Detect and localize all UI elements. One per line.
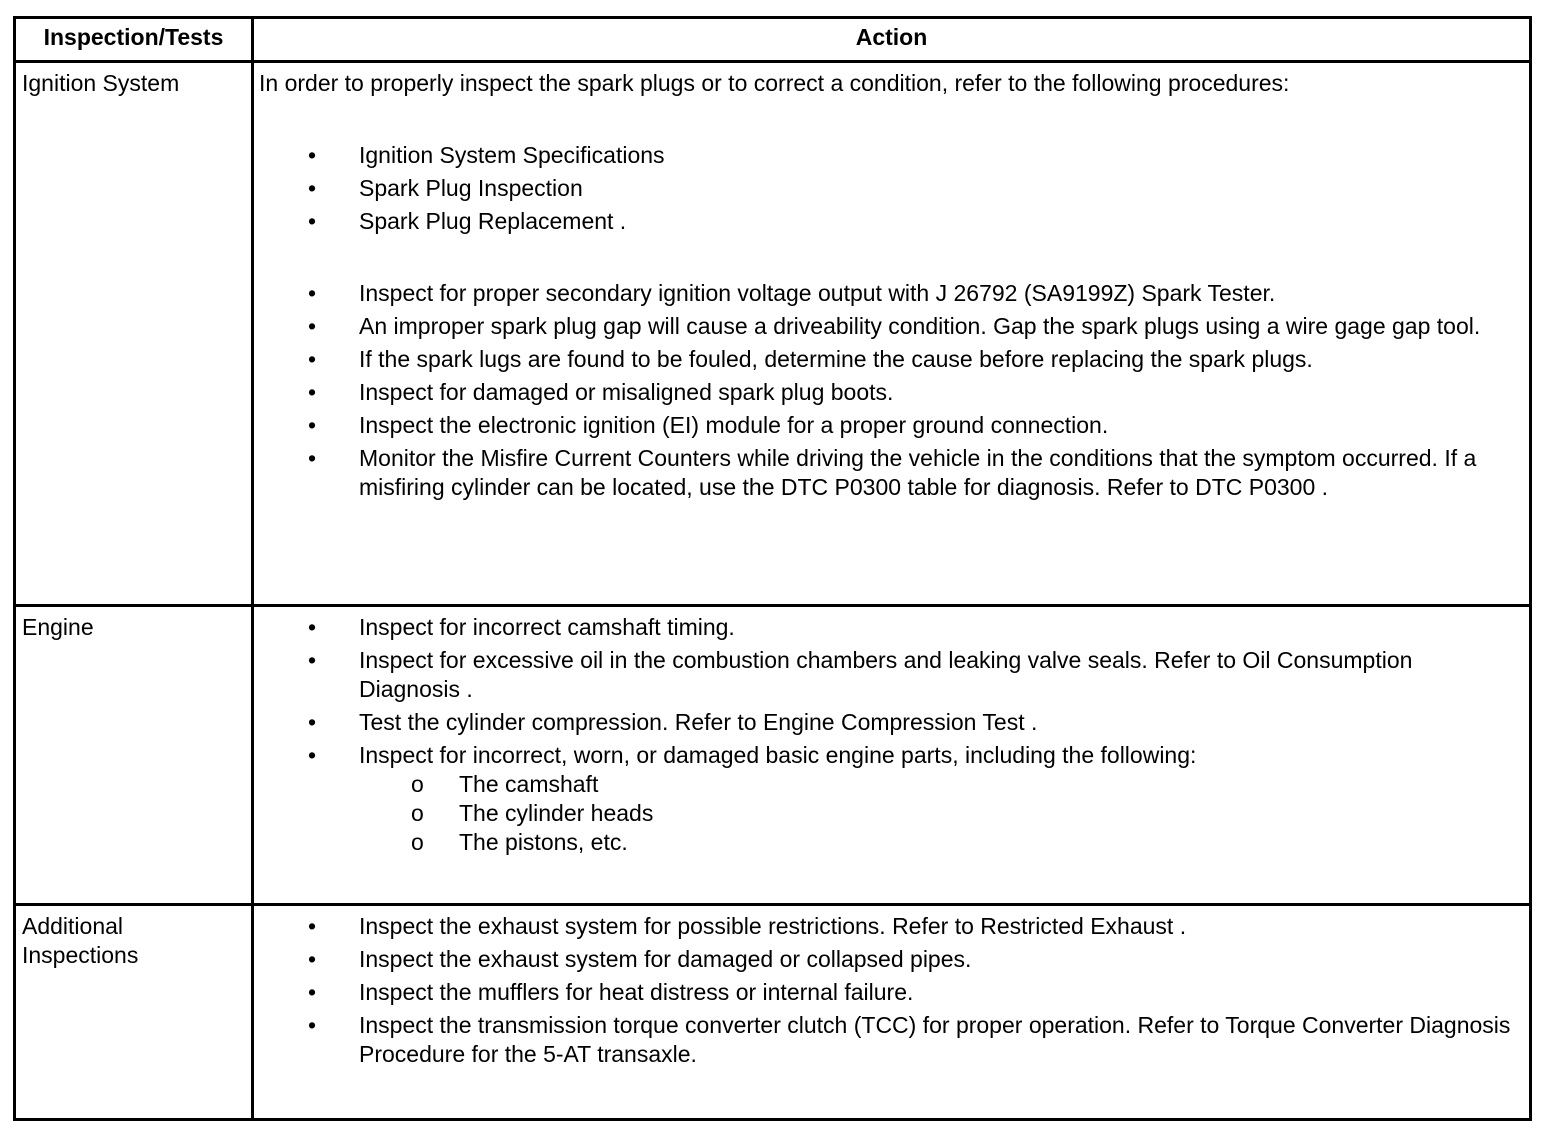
row-label: Engine bbox=[22, 614, 94, 640]
circle-bullet-icon: o bbox=[411, 800, 424, 826]
bullet-icon: • bbox=[308, 313, 317, 339]
list-item bbox=[259, 1011, 1511, 1069]
list-item bbox=[259, 444, 1511, 502]
intro-text: In order to properly inspect the spark plugs or to correct a condition, refer to the following procedures: bbox=[259, 70, 1290, 96]
bullet-icon: • bbox=[308, 979, 317, 1005]
list-item-text: Inspect the mufflers for heat distress or internal failure. bbox=[359, 979, 914, 1005]
list-item bbox=[259, 411, 1511, 440]
list-item bbox=[259, 141, 1511, 170]
list-item bbox=[259, 613, 1511, 642]
list-item-text: Ignition System Specifications bbox=[359, 142, 665, 168]
list-item-text: Inspect the electronic ignition (EI) module for a proper ground connection. bbox=[359, 412, 1109, 438]
list-item-text: Inspect the exhaust system for damaged or collapsed pipes. bbox=[359, 946, 972, 972]
list-item-text: Inspect the exhaust system for possible restrictions. Refer to Restricted Exhaust . bbox=[359, 913, 1187, 939]
list-item bbox=[259, 741, 1511, 857]
inspection-list bbox=[259, 279, 1511, 502]
list-item-text: Monitor the Misfire Current Counters while driving the vehicle in the conditions that the symptom occurred. If a misfiring cylinder can be located, use the DTC P0300 table for diagnosis. Refer to DTC P0300 . bbox=[359, 445, 1477, 500]
header-action: Action bbox=[253, 18, 1531, 62]
inspection-table bbox=[13, 16, 1532, 1121]
circle-bullet-icon: o bbox=[411, 829, 424, 855]
bullet-icon: • bbox=[308, 346, 317, 372]
list-item bbox=[259, 345, 1511, 374]
bullet-icon: • bbox=[308, 379, 317, 405]
action-cell bbox=[253, 606, 1531, 905]
sub-list-item bbox=[359, 828, 1511, 857]
list-item bbox=[259, 279, 1511, 308]
bullet-icon: • bbox=[308, 445, 317, 471]
sub-list bbox=[359, 770, 1511, 857]
list-item bbox=[259, 708, 1511, 737]
list-item bbox=[259, 912, 1511, 941]
bullet-icon: • bbox=[308, 742, 317, 768]
list-item-text: Test the cylinder compression. Refer to Engine Compression Test . bbox=[359, 709, 1038, 735]
inspection-list bbox=[259, 912, 1511, 1069]
list-item-text: An improper spark plug gap will cause a driveability condition. Gap the spark plugs using a wire gage gap tool. bbox=[359, 313, 1481, 339]
bullet-icon: • bbox=[308, 647, 317, 673]
bullet-icon: • bbox=[308, 946, 317, 972]
list-item-text: Inspect for proper secondary ignition voltage output with J 26792 (SA9199Z) Spark Tester. bbox=[359, 280, 1276, 306]
list-item bbox=[259, 646, 1511, 704]
header-inspection-tests: Inspection/Tests bbox=[15, 18, 253, 62]
action-cell bbox=[253, 62, 1531, 606]
table-row-engine bbox=[15, 606, 1531, 905]
sub-list-item-text: The cylinder heads bbox=[459, 800, 654, 826]
row-label-cell bbox=[15, 905, 253, 1120]
list-item-text: Inspect for incorrect camshaft timing. bbox=[359, 614, 735, 640]
list-item-text: If the spark lugs are found to be fouled, determine the cause before replacing the spark plugs. bbox=[359, 346, 1313, 372]
list-item bbox=[259, 378, 1511, 407]
bullet-icon: • bbox=[308, 175, 317, 201]
sub-list-item-text: The pistons, etc. bbox=[459, 829, 628, 855]
row-label-cell bbox=[15, 62, 253, 606]
circle-bullet-icon: o bbox=[411, 771, 424, 797]
bullet-icon: • bbox=[308, 280, 317, 306]
sub-list-item-text: The camshaft bbox=[459, 771, 599, 797]
list-item bbox=[259, 945, 1511, 974]
table-row-additional-inspections bbox=[15, 905, 1531, 1120]
list-item-text: Inspect for damaged or misaligned spark plug boots. bbox=[359, 379, 894, 405]
sub-list-item bbox=[359, 770, 1511, 799]
list-item bbox=[259, 978, 1511, 1007]
list-item-text: Spark Plug Inspection bbox=[359, 175, 583, 201]
bullet-icon: • bbox=[308, 614, 317, 640]
row-label: Ignition System bbox=[22, 70, 180, 96]
bullet-icon: • bbox=[308, 1012, 317, 1038]
bullet-icon: • bbox=[308, 913, 317, 939]
table-row-ignition-system bbox=[15, 62, 1531, 606]
header-row bbox=[15, 18, 1531, 62]
row-label-cell bbox=[15, 606, 253, 905]
procedure-list bbox=[259, 141, 1511, 236]
bullet-icon: • bbox=[308, 709, 317, 735]
list-item-text: Inspect for excessive oil in the combustion chambers and leaking valve seals. Refer to Oil Consumption Diagnosis . bbox=[359, 647, 1413, 702]
bullet-icon: • bbox=[308, 412, 317, 438]
list-item-text: Inspect the transmission torque converter clutch (TCC) for proper operation. Refer to Torque Converter Diagnosis Procedure for the 5-AT transaxle. bbox=[359, 1012, 1511, 1067]
sub-list-item bbox=[359, 799, 1511, 828]
row-label: Additional Inspections bbox=[22, 913, 139, 968]
list-item bbox=[259, 312, 1511, 341]
bullet-icon: • bbox=[308, 142, 317, 168]
bullet-icon: • bbox=[308, 208, 317, 234]
action-cell bbox=[253, 905, 1531, 1120]
list-item bbox=[259, 207, 1511, 236]
inspection-list bbox=[259, 613, 1511, 857]
list-item bbox=[259, 174, 1511, 203]
list-item-text: Spark Plug Replacement . bbox=[359, 208, 627, 234]
list-item-text: Inspect for incorrect, worn, or damaged basic engine parts, including the following: bbox=[359, 742, 1197, 768]
